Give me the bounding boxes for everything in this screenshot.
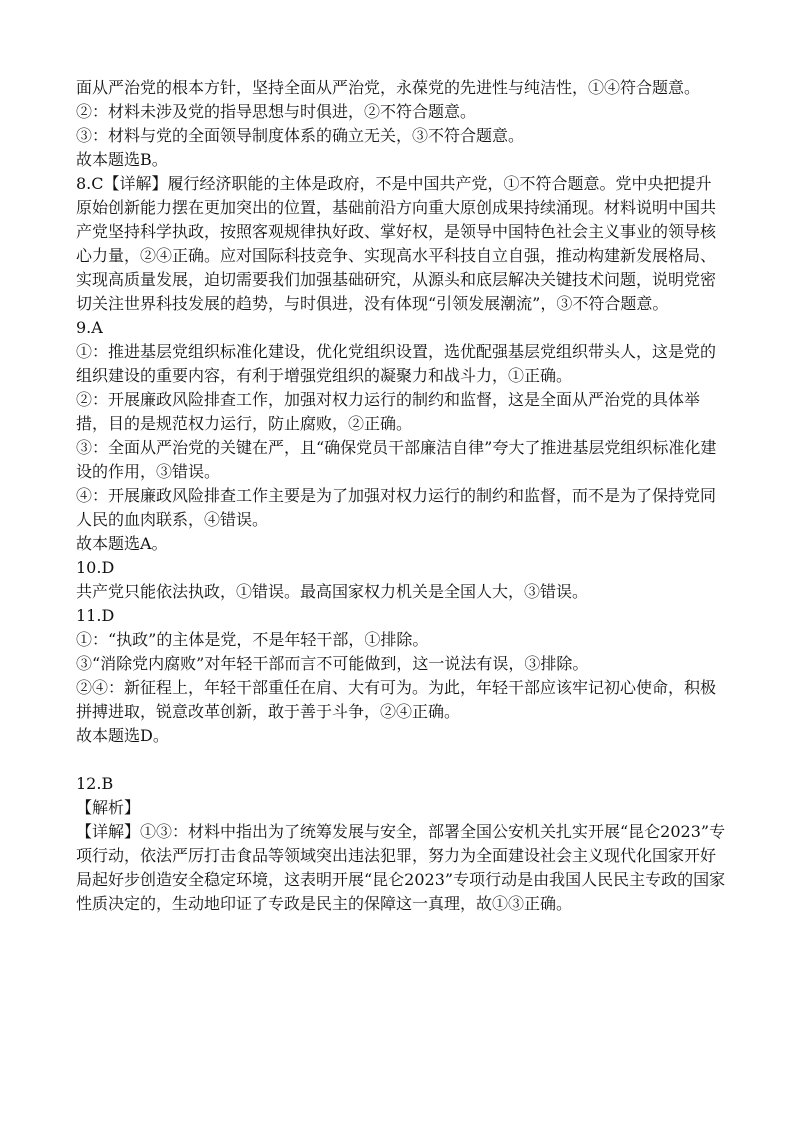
text-line: 共产党只能依法执政，①错误。最高国家权力机关是全国人大，③错误。: [76, 582, 589, 601]
question-10-heading: 10.D: [76, 558, 115, 577]
text-line: ②④：新征程上，年轻干部重任在肩、大有可为。为此，年轻干部应该牢记初心使命，积极拼搏进取，锐意改革创新，敢于善于斗争，②④正确。: [76, 678, 717, 721]
question-11-heading: 11.D: [76, 606, 115, 625]
text-line: ③“消除党内腐败”对年轻干部而言不可能做到，这一说法有误，③排除。: [76, 654, 589, 673]
document-body: [76, 76, 726, 916]
text-line: ③：全面从严治党的关键在严，且“确保党员干部廉洁自律”夸大了推进基层党组织标准化建设的作用，③错误。: [76, 438, 717, 481]
text-line: ②：开展廉政风险排查工作，加强对权力运行的制约和监督，这是全面从严治党的具体举措，目的是规范权力运行，防止腐败，②正确。: [76, 390, 701, 433]
answer-line: 故本题选D。: [76, 726, 169, 745]
question-8-explanation: 8.C【详解】履行经济职能的主体是政府，不是中国共产党，①不符合题意。党中央把提升原始创新能力摆在更加突出的位置，基础前沿方向重大原创成果持续涌现。材料说明中国共产党坚持科学执政，按照客观规律执好政、掌好权，是领导中国特色社会主义事业的领导核心力量，②④正确。应对国际科技竞争、实现高水平科技自立自强，推动构建新发展格局、实现高质量发展，迫切需要我们加强基础研究，从源头和底层解决关键技术问题，说明党密切关注世界科技发展的趋势，与时俱进，没有体现“引领发展潮流”，③不符合题意。: [76, 174, 717, 313]
text-line: ①：“执政”的主体是党，不是年轻干部，①排除。: [76, 630, 429, 649]
question-12-heading: 12.B: [76, 774, 114, 793]
text-line: ③：材料与党的全面领导制度体系的确立无关，③不符合题意。: [76, 126, 525, 145]
text-line: 面从严治党的根本方针，坚持全面从严治党，永葆党的先进性与纯洁性，①④符合题意。: [76, 78, 701, 97]
text-line: ②：材料未涉及党的指导思想与时俱进，②不符合题意。: [76, 102, 477, 121]
question-9-heading: 9.A: [76, 318, 103, 337]
question-12-explanation: 【详解】①③：材料中指出为了统筹发展与安全，部署全国公安机关扎实开展“昆仑2023”专项行动，依法严厉打击食品等领域突出违法犯罪，努力为全面建设社会主义现代化国家开好局起好步创造安全稳定环境，这表明开展“昆仑2023”专项行动是由我国人民民主专政的国家性质决定的，生动地印证了专政是民主的保障这一真理，故①③正确。: [76, 822, 726, 913]
text-line: ①：推进基层党组织标准化建设，优化党组织设置，选优配强基层党组织带头人，这是党的组织建设的重要内容，有利于增强党组织的凝聚力和战斗力，①正确。: [76, 342, 717, 385]
answer-line: 故本题选A。: [76, 534, 168, 553]
text-line: ④：开展廉政风险排查工作主要是为了加强对权力运行的制约和监督，而不是为了保持党同人民的血肉联系，④错误。: [76, 486, 717, 529]
analysis-label: 【解析】: [76, 798, 141, 817]
answer-line: 故本题选B。: [76, 150, 168, 169]
